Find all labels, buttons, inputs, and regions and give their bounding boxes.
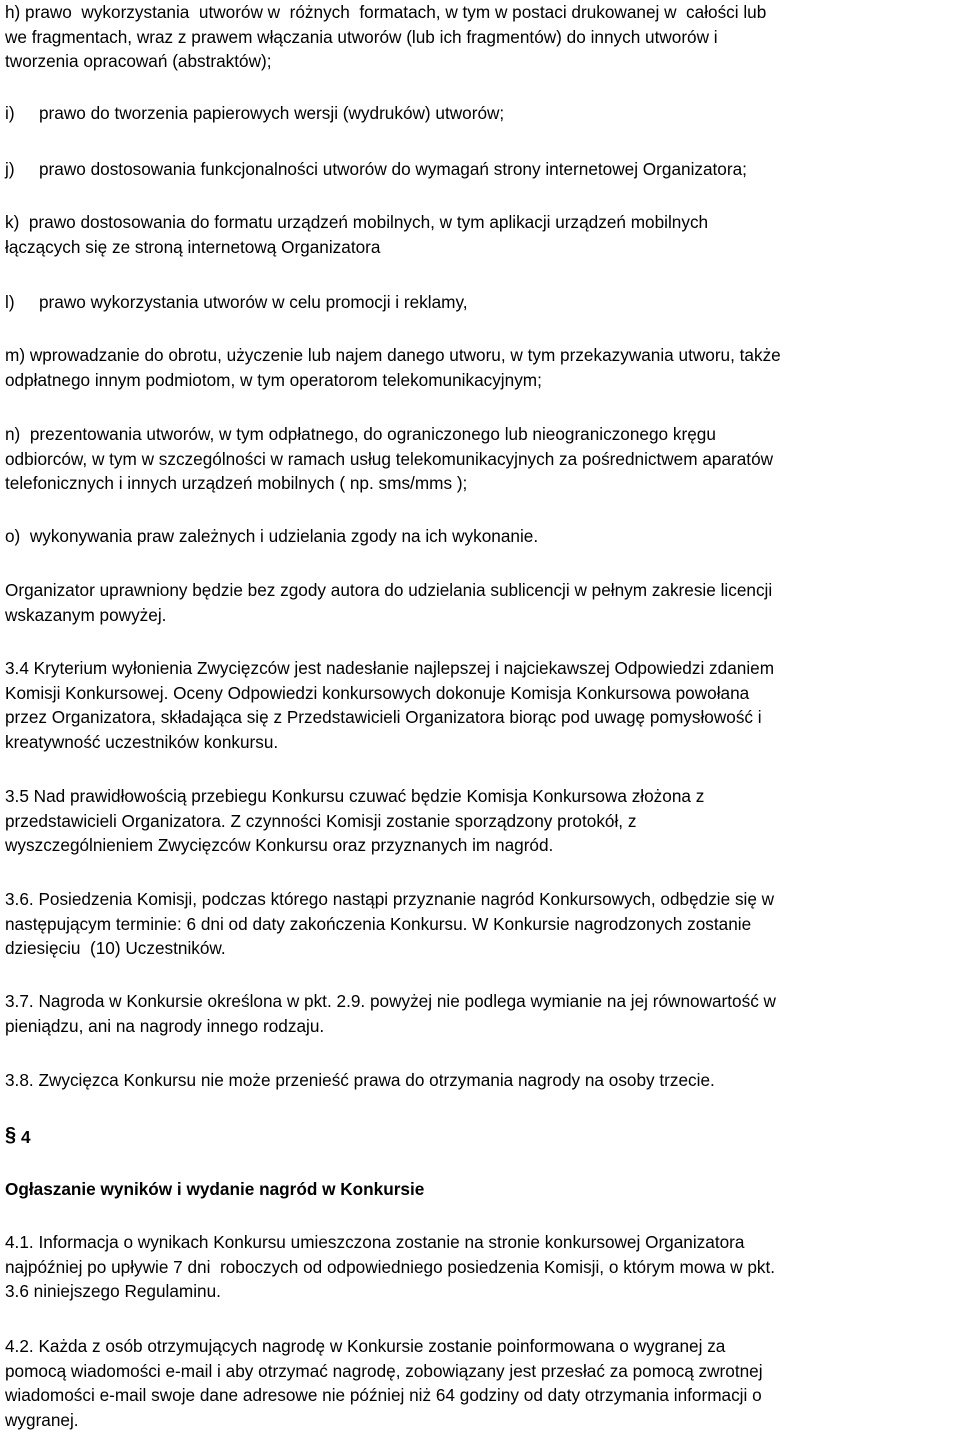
paragraph-sublicense xyxy=(5,578,772,627)
text-line: 3.5 Nad prawidłowością przebiegu Konkursu czuwać będzie Komisja Konkursowa złożona z xyxy=(5,786,705,806)
section-title xyxy=(5,1177,424,1202)
text-line: dziesięciu (10) Uczestników. xyxy=(5,938,226,959)
item-l xyxy=(5,290,468,315)
text-line: przez Organizatora, składająca się z Przedstawicieli Organizatora biorąc pod uwagę pomysłowość i xyxy=(5,707,762,728)
text-line: odpłatnego innym podmiotom, w tym operatorom telekomunikacyjnym; xyxy=(5,369,542,390)
item-m xyxy=(5,343,781,392)
text-line: 3.8. Zwycięzca Konkursu nie może przenieść prawa do otrzymania nagrody na osoby trzecie. xyxy=(5,1070,715,1090)
text-line: n) prezentowania utworów, w tym odpłatnego, do ograniczonego lub nieograniczonego kręgu xyxy=(5,424,716,444)
text-line: pieniądzu, ani na nagrody innego rodzaju. xyxy=(5,1015,325,1036)
item-o xyxy=(5,524,538,549)
section-number-value: 4 xyxy=(21,1127,31,1147)
text-line: wiadomości e-mail swoje dane adresowe nie później niż 64 godziny od daty otrzymania informacji o xyxy=(5,1385,762,1406)
text-line: najpóźniej po upływie 7 dni roboczych od odpowiedniego posiedzenia Komisji, o którym mowa w pkt. xyxy=(5,1256,776,1277)
text-line: 3.6. Posiedzenia Komisji, podczas którego nastąpi przyznanie nagród Konkursowych, odbędzie się w xyxy=(5,889,775,909)
section-marker xyxy=(5,1125,31,1150)
text-line: przedstawicieli Organizatora. Z czynności Komisji zostanie sporządzony protokół, z xyxy=(5,810,637,831)
text-line: h) prawo wykorzystania utworów w różnych formatach, w tym w postaci drukowanej w całości lub xyxy=(5,2,767,22)
paragraph-4-1 xyxy=(5,1230,775,1304)
item-marker: j) xyxy=(5,159,15,179)
text-line: 3.6 niniejszego Regulaminu. xyxy=(5,1281,221,1302)
section-number xyxy=(5,1125,31,1150)
paragraph-3-5 xyxy=(5,784,704,858)
text-line: m) wprowadzanie do obrotu, użyczenie lub najem danego utworu, w tym przekazywania utworu, także xyxy=(5,345,781,365)
text-line: k) prawo dostosowania do formatu urządzeń mobilnych, w tym aplikacji urządzeń mobilnych xyxy=(5,212,709,232)
item-k xyxy=(5,210,708,259)
item-text: prawo dostosowania funkcjonalności utworów do wymagań strony internetowej Organizatora; xyxy=(39,159,747,179)
item-n xyxy=(5,422,773,496)
item-i xyxy=(5,101,504,126)
text-line: następującym terminie: 6 dni od daty zakończenia Konkursu. W Konkursie nagrodzonych zostanie xyxy=(5,913,752,934)
text-line: 4.2. Każda z osób otrzymujących nagrodę w Konkursie zostanie poinformowana o wygranej za xyxy=(5,1336,726,1356)
paragraph-4-2 xyxy=(5,1334,763,1432)
text-line: 3.4 Kryterium wyłonienia Zwycięzców jest nadesłanie najlepszej i najciekawszej Odpowiedzi zdaniem xyxy=(5,658,775,678)
item-marker: i) xyxy=(5,103,15,123)
text-line: 4.1. Informacja o wynikach Konkursu umieszczona zostanie na stronie konkursowej Organizatora xyxy=(5,1232,745,1252)
paragraph-3-6 xyxy=(5,887,774,961)
item-j xyxy=(5,157,747,182)
text-line: wygranej. xyxy=(5,1409,79,1430)
text-line: Komisji Konkursowej. Oceny Odpowiedzi konkursowych dokonuje Komisja Konkursowa powołana xyxy=(5,682,750,703)
item-marker: l) xyxy=(5,292,15,312)
section-title-text: Ogłaszanie wyników i wydanie nagród w Konkursie xyxy=(5,1179,425,1199)
paragraph-3-7 xyxy=(5,989,776,1038)
text-line: pomocą wiadomości e-mail i aby otrzymać nagrodę, zobowiązany jest przesłać za pomocą zwrotnej xyxy=(5,1360,763,1381)
text-line: telefonicznych i innych urządzeń mobilnych ( np. sms/mms ); xyxy=(5,473,468,494)
text-line: łączących się ze stroną internetową Organizatora xyxy=(5,236,381,257)
item-text: prawo wykorzystania utworów w celu promocji i reklamy, xyxy=(39,292,468,312)
text-line: wyszczególnieniem Zwycięzców Konkursu oraz przyznanych im nagród. xyxy=(5,835,554,856)
text-line: tworzenia opracowań (abstraktów); xyxy=(5,51,272,72)
paragraph-3-8 xyxy=(5,1068,715,1093)
item-text: prawo do tworzenia papierowych wersji (wydruków) utworów; xyxy=(39,103,505,123)
text-line: o) wykonywania praw zależnych i udzielania zgody na ich wykonanie. xyxy=(5,526,539,546)
text-line: wskazanym powyżej. xyxy=(5,604,167,625)
section-sign-icon: § xyxy=(5,1124,17,1146)
text-line: we fragmentach, wraz z prawem włączania utworów (lub ich fragmentów) do innych utworów i xyxy=(5,26,718,47)
text-line: kreatywność uczestników konkursu. xyxy=(5,731,279,752)
text-line: 3.7. Nagroda w Konkursie określona w pkt. 2.9. powyżej nie podlega wymianie na jej równowartość w xyxy=(5,991,776,1011)
text-line: odbiorców, w tym w szczególności w ramach usług telekomunikacyjnych za pośrednictwem aparatów xyxy=(5,448,774,469)
item-h xyxy=(5,0,766,74)
text-line: Organizator uprawniony będzie bez zgody autora do udzielania sublicencji w pełnym zakresie licencji xyxy=(5,580,773,600)
paragraph-3-4 xyxy=(5,656,774,754)
